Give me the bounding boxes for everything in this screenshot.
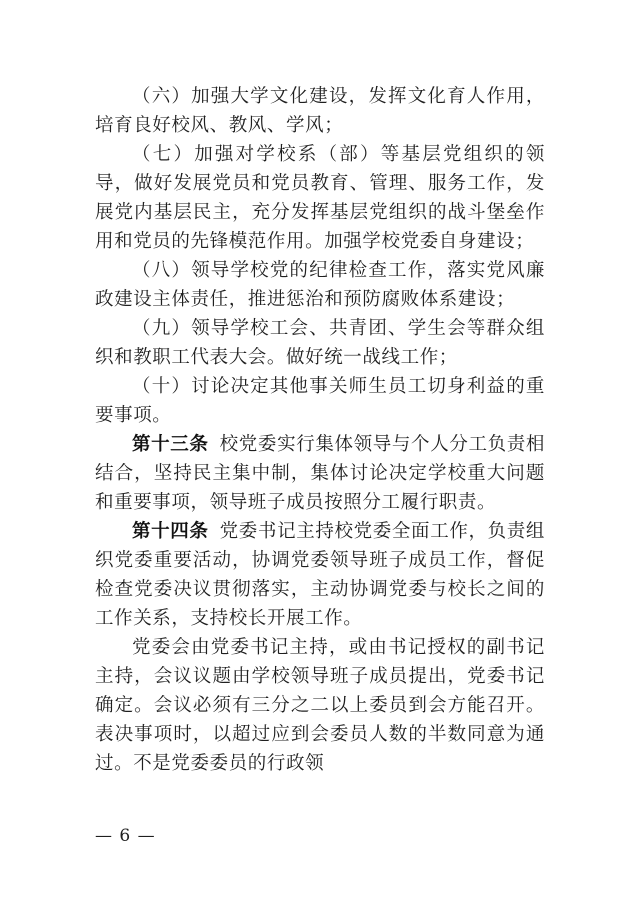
paragraph-text: （八）领导学校党的纪律检查工作，落实党风廉政建设主体责任，推进惩治和预防腐败体系建设； [95,260,545,310]
page-number: — 6 — [95,826,156,846]
article-13-text: 校党委实行集体领导与个人分工负责相结合，坚持民主集中制，集体讨论决定学校重大问题和重要事项，领导班子成员按照分工履行职责。 [95,434,545,513]
paragraph-text: （七）加强对学校系（部）等基层党组织的领导，做好发展党员和党员教育、管理、服务工作，发展党内基层民主，充分发挥基层党组织的战斗堡垒作用和党员的先锋模范作用。加强学校党委自身建设； [95,144,545,252]
paragraph-item-7 [95,140,545,256]
paragraph-item-8 [95,256,545,314]
paragraph-item-9 [95,314,545,372]
party-committee-meeting-paragraph [95,633,545,778]
article-14-title: 第十四条 [132,521,209,542]
article-14-text: 党委书记主持校党委全面工作，负责组织党委重要活动，协调党委领导班子成员工作，督促检查党委决议贯彻落实，主动协调党委与校长之间的工作关系，支持校长开展工作。 [95,521,545,629]
paragraph-text: （十）讨论决定其他事关师生员工切身利益的重要事项。 [95,376,545,426]
paragraph-text: （九）领导学校工会、共青团、学生会等群众组织和教职工代表大会。做好统一战线工作； [95,318,545,368]
paragraph-item-10 [95,372,545,430]
document-body [95,82,545,778]
article-14 [95,517,545,633]
article-13-title: 第十三条 [132,434,209,455]
paragraph-text: 党委会由党委书记主持，或由书记授权的副书记主持，会议议题由学校领导班子成员提出，党委书记确定。会议必须有三分之二以上委员到会方能召开。表决事项时，以超过应到会委员人数的半数同意为通过。不是党委委员的行政领 [95,637,545,774]
article-13 [95,430,545,517]
paragraph-item-6 [95,82,545,140]
paragraph-text: （六）加强大学文化建设，发挥文化育人作用，培育良好校风、教风、学风； [95,86,545,136]
